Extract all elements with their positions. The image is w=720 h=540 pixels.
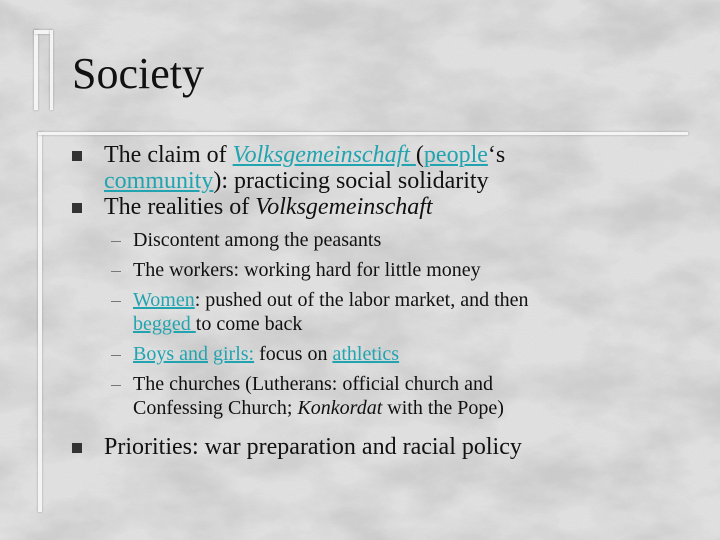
bullet-text-italic: Volksgemeinschaft — [255, 194, 433, 220]
sub-bullet-text: : pushed out of the labor market, and then — [194, 289, 529, 311]
bullet-realities — [60, 194, 680, 220]
sub-bullet-text: to come back — [195, 313, 303, 335]
sub-bullet-text: The workers: working hard for little money — [133, 259, 481, 281]
bullet-text: Priorities: war preparation and racial policy — [104, 434, 522, 460]
frame-horizontal-body — [38, 132, 688, 135]
dash-bullet-icon — [111, 355, 121, 356]
community-link[interactable]: community — [104, 168, 214, 194]
frame-vertical-title-inner — [50, 30, 53, 110]
square-bullet-icon — [72, 151, 82, 161]
square-bullet-icon — [72, 203, 82, 213]
bullet-text: ): practicing social solidarity — [213, 168, 489, 194]
dash-bullet-icon — [111, 241, 121, 242]
sub-bullet-churches — [60, 372, 680, 420]
square-bullet-icon — [72, 443, 82, 453]
sub-bullet-boys-girls — [60, 342, 680, 366]
sub-bullet-text: The churches (Lutherans: official church and — [133, 373, 494, 395]
sub-bullet-women — [60, 288, 680, 336]
volksgemeinschaft-link[interactable]: Volksgemeinschaft — [232, 142, 416, 168]
begged-link[interactable]: begged — [133, 313, 196, 335]
sub-bullet-text: Discontent among the peasants — [133, 229, 382, 251]
athletics-link[interactable]: athletics — [332, 343, 400, 365]
bullet-text: ‘s — [487, 142, 506, 168]
bullet-text: ( — [415, 142, 424, 168]
frame-vertical-body — [38, 132, 42, 512]
sub-bullet-text: Confessing Church; — [133, 397, 298, 419]
girls-link[interactable]: girls: — [213, 343, 255, 365]
dash-bullet-icon — [111, 271, 121, 272]
sub-bullet-workers — [60, 258, 680, 282]
sub-bullet-text-italic: Konkordat — [297, 397, 383, 419]
dash-bullet-icon — [111, 385, 121, 386]
slide-body — [60, 142, 680, 460]
sub-bullet-peasants — [60, 228, 680, 252]
sub-bullet-text: with the Pope) — [382, 397, 504, 419]
dash-bullet-icon — [111, 301, 121, 302]
bullet-claim — [60, 142, 680, 194]
women-link[interactable]: Women — [133, 289, 195, 311]
sub-bullet-text: focus on — [254, 343, 333, 365]
bullet-text: The realities of — [104, 194, 256, 220]
bullet-text: The claim of — [104, 142, 233, 168]
boys-and-link[interactable]: Boys and — [133, 343, 208, 365]
bullet-priorities — [60, 434, 680, 460]
people-link[interactable]: people — [423, 142, 488, 168]
slide-title: Society — [72, 49, 204, 98]
frame-vertical-title — [34, 30, 38, 110]
